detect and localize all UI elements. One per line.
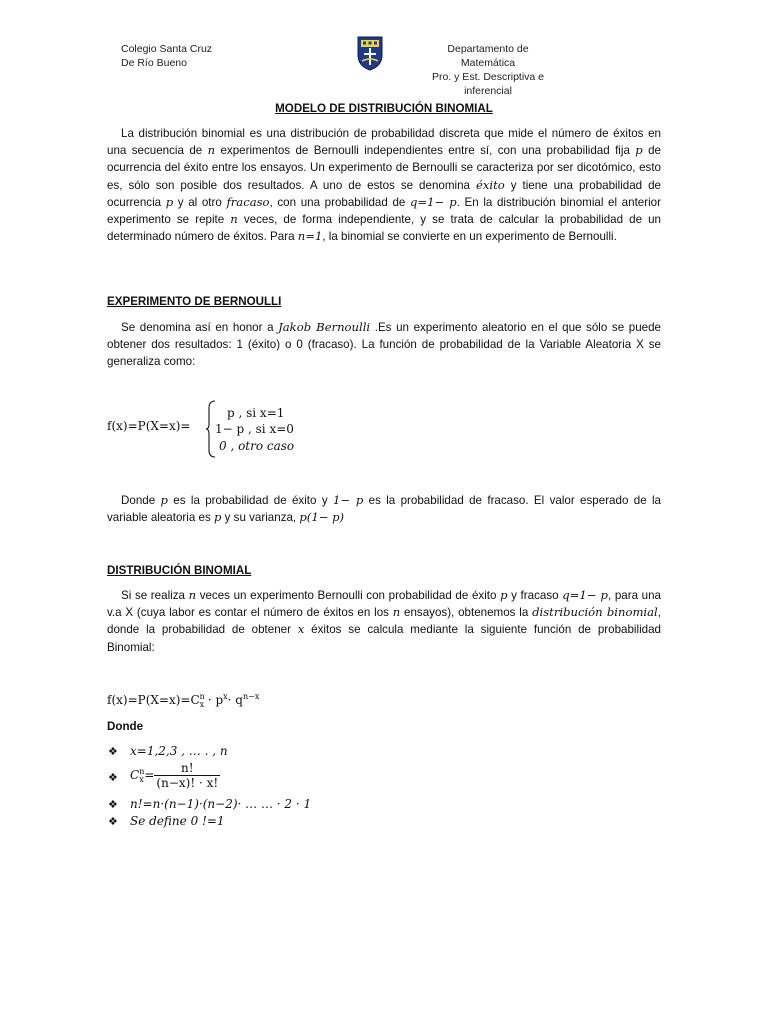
section-heading-bernoulli: EXPERIMENTO DE BERNOULLI xyxy=(107,295,282,308)
binomial-text-2: veces un experimento Bernoulli con probabilidad de éxito xyxy=(196,589,501,602)
bullet-combination: C n x = $\frac{n!}{(n-x)! \cdot x!}$ xyxy=(130,761,219,790)
intro-var-q: q=1− p xyxy=(409,194,457,209)
bullet-zero-factorial: Se define 0 !=1 xyxy=(130,814,225,828)
bernoulli-expl-p: p xyxy=(160,493,168,507)
binomial-text-1: Si se realiza xyxy=(121,589,189,602)
bernoulli-case-3: 0 , otro caso xyxy=(219,439,295,453)
bernoulli-text-1: Se denomina así en honor a xyxy=(121,321,279,334)
intro-text-2: experimentos de Bernoulli independientes entre sí, con una probabilidad fija xyxy=(215,144,636,158)
binomial-text-7: éxitos se calcula mediante la siguiente función de probabilidad Binomial: xyxy=(107,623,661,654)
bernoulli-name: Jakob Bernoulli xyxy=(278,320,371,334)
school-line-2: De Río Bueno xyxy=(121,57,187,69)
bernoulli-formula-lhs: f(x)=P(X=x)= xyxy=(107,419,191,433)
intro-var-n2: n xyxy=(230,212,238,227)
bernoulli-expl-variance: p(1− p) xyxy=(299,510,345,525)
intro-var-n1: n=1 xyxy=(297,229,323,244)
bernoulli-expl-p2: p xyxy=(213,510,222,525)
bernoulli-expl-text-3: es la probabilidad de fracaso. El valor esperado de la variable aleatoria es xyxy=(107,494,662,525)
bernoulli-expl-text-1: Donde xyxy=(121,494,161,507)
combination-denominator: (n−x)! · x! xyxy=(156,776,219,790)
bernoulli-expl-text-4: y su varianza, xyxy=(221,511,300,525)
intro-text-9: , la binomial se convierte en un experimento de Bernoulli. xyxy=(322,230,617,244)
intro-text-8: veces, de forma independiente, y se trata de calcular la probabilidad de un determinado número de éxitos. Para xyxy=(107,213,661,244)
binomial-text-3: y fracaso xyxy=(507,589,563,602)
intro-text-5: y al otro xyxy=(173,195,227,209)
school-name xyxy=(121,42,212,70)
bernoulli-paragraph xyxy=(107,319,661,371)
binomial-var-x: x xyxy=(297,622,305,637)
binomial-var-dist: distribución binomial xyxy=(532,605,658,620)
bullet-x-values: x=1,2,3 , … . , n xyxy=(130,744,228,758)
intro-var-p: p xyxy=(635,143,643,158)
bernoulli-text-2: .Es un experimento aleatorio en el que sólo se puede obtener dos resultados: 1 (éxito) o 0 (fracaso). La función de probabilidad de la Variable Aleatoria X se generaliza como: xyxy=(107,321,661,369)
intro-var-p2: p xyxy=(165,194,174,209)
combination-numerator: n! xyxy=(154,761,220,776)
intro-text-7: . En la distribución binomial el anterior experimento se repite xyxy=(107,195,661,227)
binomial-var-n2: n xyxy=(392,605,401,620)
bernoulli-case-2: 1− p , si x=0 xyxy=(215,422,294,436)
bernoulli-expl-text-2: es la probabilidad de éxito y xyxy=(167,494,333,507)
binomial-formula-main: f(x)=P(X=x)=C xyxy=(107,693,200,707)
binomial-text-4: , para una v.a X (cuya labor es contar el número de éxitos en los xyxy=(107,589,661,620)
binomial-text-6: , donde la probabilidad de obtener xyxy=(107,606,661,637)
intro-var-exito: éxito xyxy=(475,177,505,192)
bullet-icon: ❖ xyxy=(108,816,118,828)
intro-text-3: de ocurrencia del éxito entre los ensayos. Un experimento de Bernoulli se caracteriza por ser dicotómico, esto es, sólo son posible dos resultados. A uno de estos se denomina xyxy=(107,144,661,192)
bernoulli-case-1: p , si x=1 xyxy=(227,406,285,420)
bullet-icon: ❖ xyxy=(108,746,118,758)
intro-text-6: , con una probabilidad de xyxy=(269,195,410,209)
bullet-factorial: n!=n·(n−1)·(n−2)· … … · 2 · 1 xyxy=(130,797,312,811)
page-title: MODELO DE DISTRIBUCIÓN BINOMIAL xyxy=(275,102,493,115)
section-heading-binomial: DISTRIBUCIÓN BINOMIAL xyxy=(107,564,252,577)
donde-label: Donde xyxy=(107,720,144,733)
bernoulli-expl-1mp: 1− p xyxy=(332,493,364,507)
intro-var-fracaso: fracaso xyxy=(226,194,270,209)
department-line-1: Departamento de Matemática xyxy=(447,43,529,69)
bullet-icon: ❖ xyxy=(108,799,118,811)
intro-var-n: n xyxy=(207,143,216,158)
school-crest-logo xyxy=(356,35,384,71)
department-line-2: Pro. y Est. Descriptiva e inferencial xyxy=(431,71,545,97)
binomial-text-5: ensayos), obtenemos la xyxy=(400,606,533,620)
school-line-1: Colegio Santa Cruz xyxy=(121,43,213,55)
binomial-paragraph xyxy=(107,587,661,656)
intro-text-1: La distribución binomial es una distribución de probabilidad discreta que mide el número de éxitos en una secuencia de xyxy=(107,127,661,158)
binomial-var-n: n xyxy=(188,588,197,602)
binomial-var-p: p xyxy=(500,588,508,602)
bullet-icon: ❖ xyxy=(108,772,118,784)
intro-text-4: y tiene una probabilidad de ocurrencia xyxy=(107,178,661,209)
bernoulli-explanation xyxy=(107,492,661,526)
binomial-formula: f(x)=P(X=x)=C n x · $p^x\cdot q^{n-x}$ xyxy=(107,691,260,709)
intro-paragraph xyxy=(107,125,661,245)
binomial-var-q: q=1− p xyxy=(562,588,608,602)
department-info xyxy=(420,42,556,98)
